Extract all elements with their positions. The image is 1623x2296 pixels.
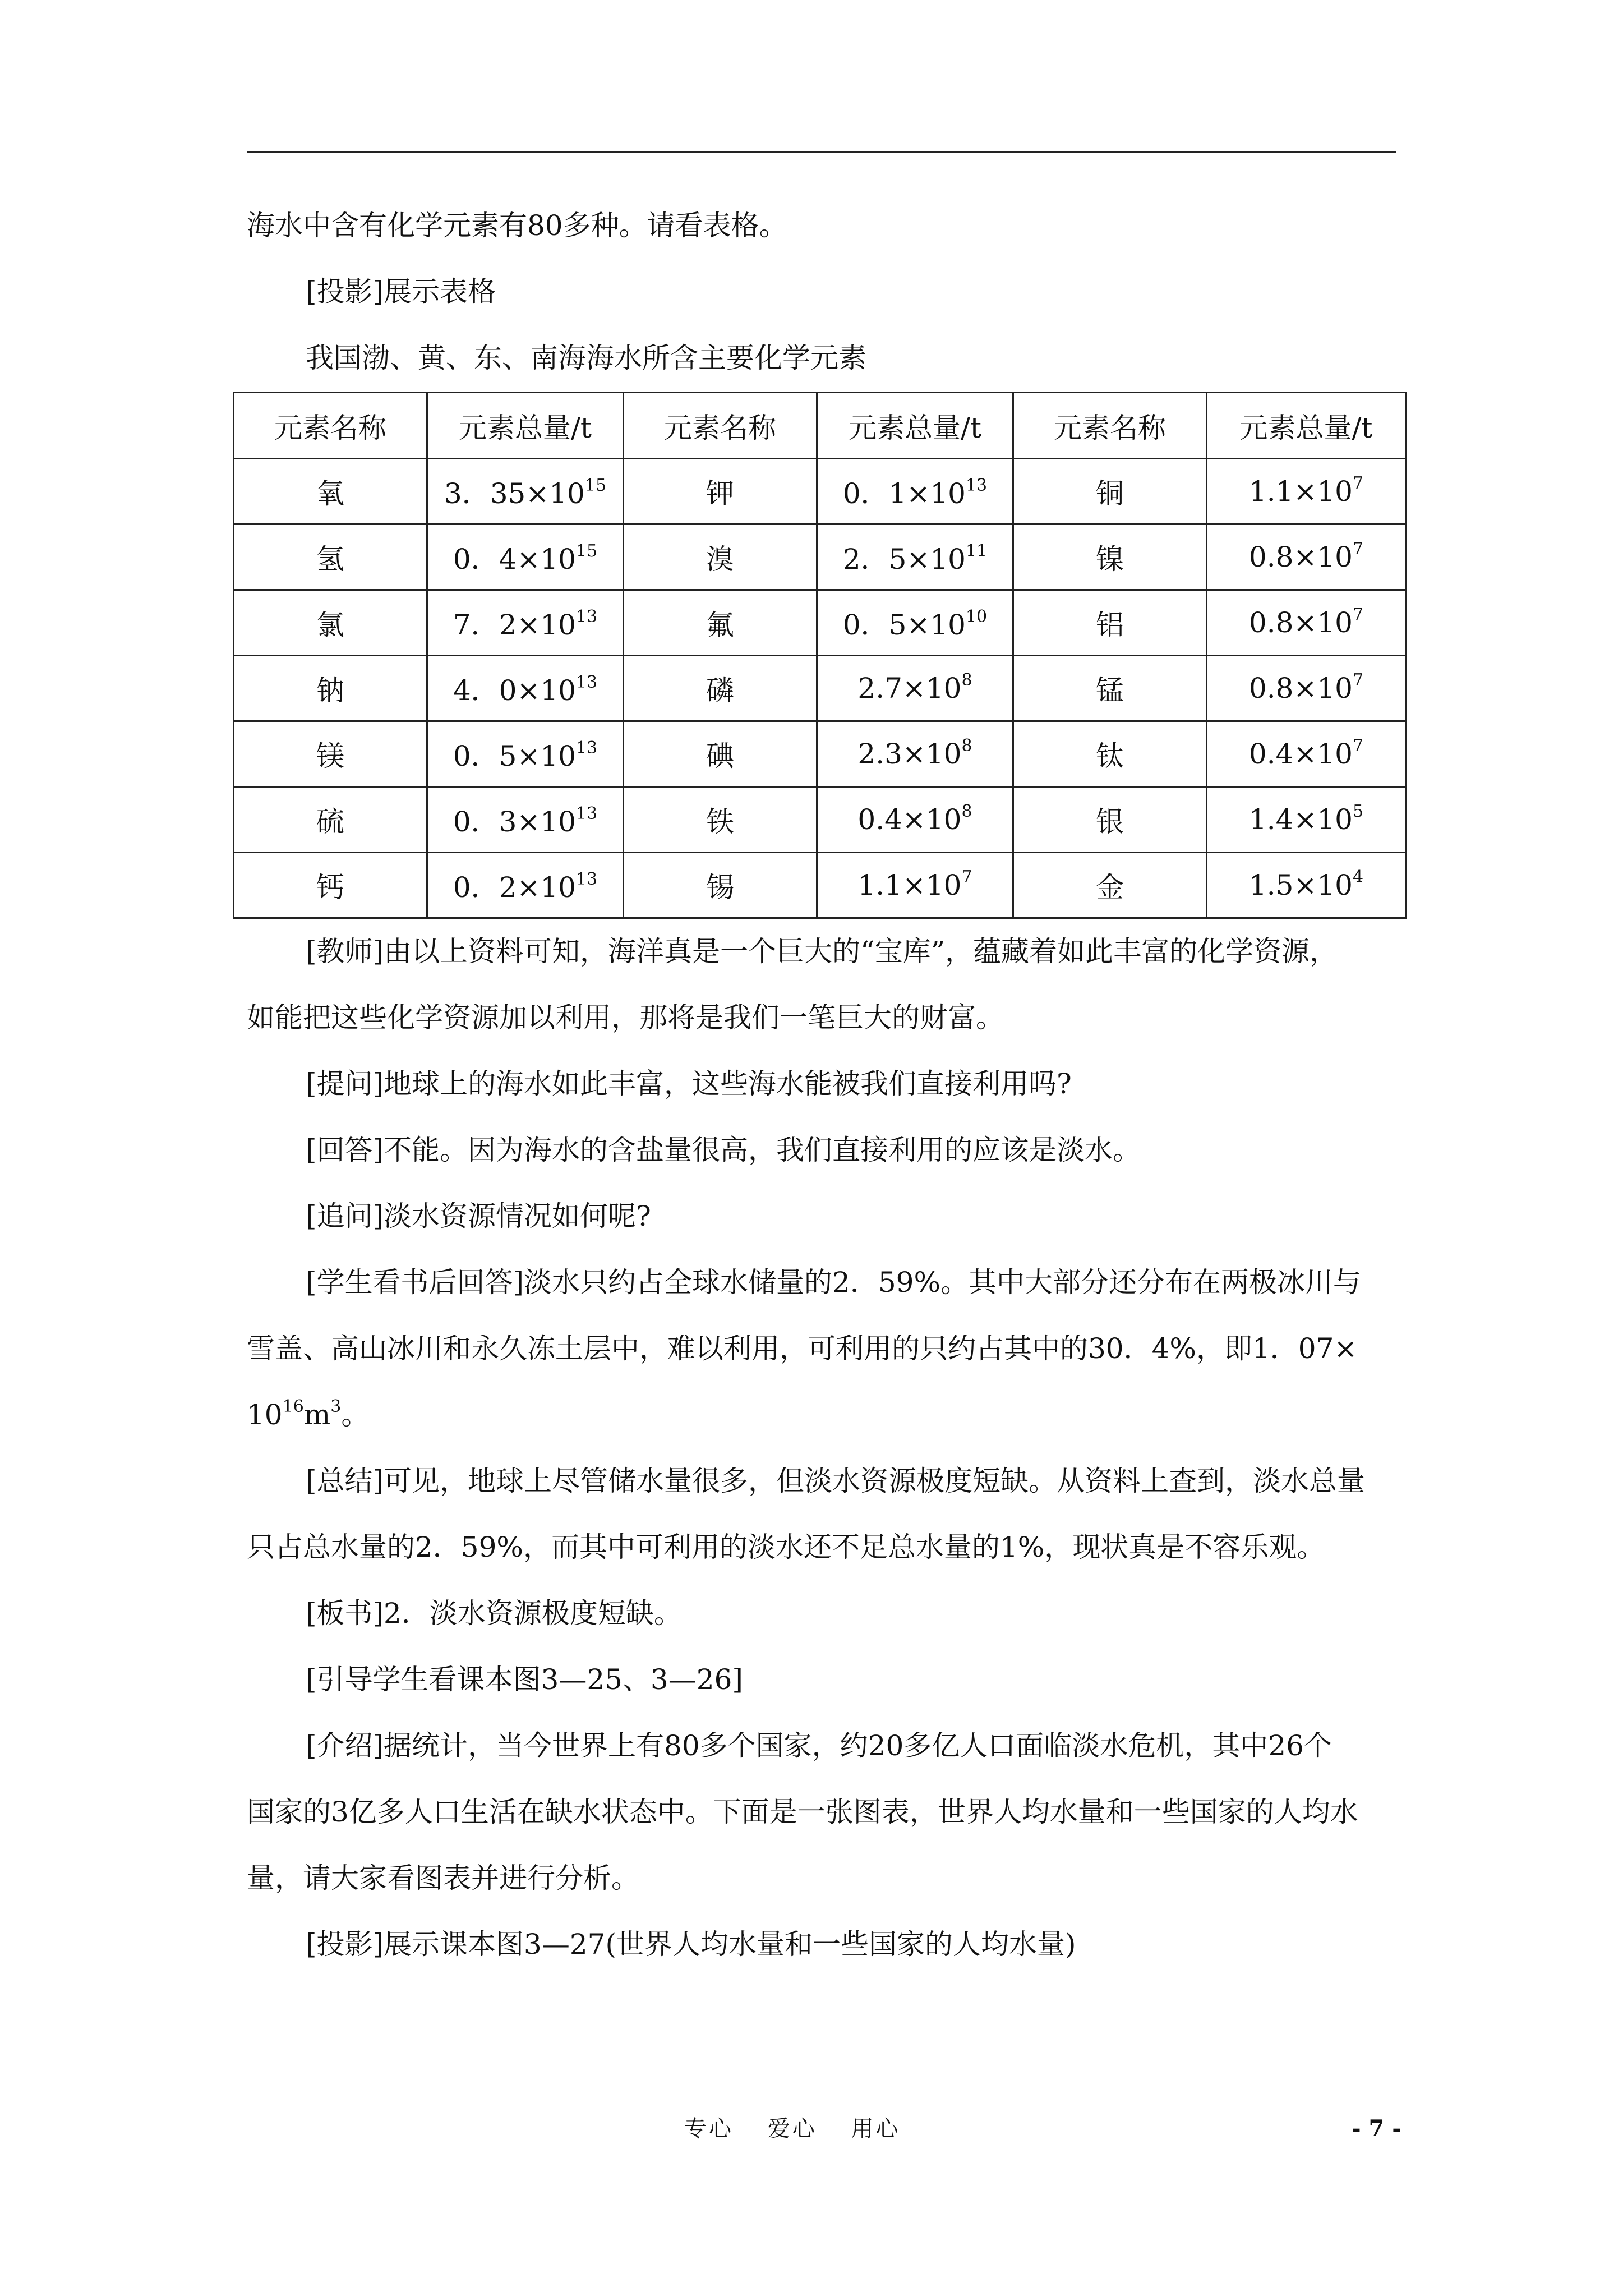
element-amount-cell [817,853,1013,918]
amount-exponent: 8 [961,670,972,690]
element-amount-cell [1207,656,1406,721]
element-name: 金 [1096,871,1124,904]
paragraph-answer: [回答]不能。因为海水的含盐量很高，我们直接利用的应该是淡水。 [306,1134,1141,1166]
element-name-cell [234,853,427,918]
element-name: 氟 [706,609,734,641]
paragraph-teacher-1: [教师]由以上资料可知，海洋真是一个巨大的“宝库”，蕴藏着如此丰富的化学资源， [306,935,1338,968]
amount-mantissa: 0．5×10 [842,609,966,641]
amount-mantissa: 0.8×10 [1248,672,1353,705]
element-amount-cell [427,853,624,918]
amount-exponent: 15 [575,541,598,561]
element-name-cell [234,590,427,656]
amount-exponent: 7 [1352,473,1364,493]
volume-exponent: 16 [282,1397,304,1416]
amount-mantissa: 0.4×10 [857,803,962,836]
element-name-cell [234,656,427,721]
table-row [234,656,1406,721]
element-name-cell [624,590,817,656]
paragraph-guide: [引导学生看课本图3—25、3—26] [306,1663,743,1696]
element-name: 氯 [316,609,344,641]
page-number: - 7 - [1352,2115,1401,2142]
amount-exponent: 7 [961,867,972,887]
element-amount-cell [427,590,624,656]
table-row [234,524,1406,590]
header-cell: 元素名称 [1013,393,1207,459]
element-name-cell [1013,524,1207,590]
amount-mantissa: 0．2×10 [453,871,576,904]
element-amount-cell [427,656,624,721]
amount-exponent: 13 [575,804,598,823]
amount-mantissa: 0.4×10 [1248,738,1353,770]
element-name: 硫 [316,806,344,838]
element-name-cell [624,853,817,918]
paragraph-teacher-2: 如能把这些化学资源加以利用，那将是我们一笔巨大的财富。 [247,1001,1004,1034]
element-name: 氢 [316,543,344,576]
amount-mantissa: 1.5×10 [1248,869,1353,901]
amount-exponent: 13 [575,607,598,627]
amount-exponent: 7 [1352,670,1364,690]
element-amount-cell [817,656,1013,721]
element-amount-cell [1207,459,1406,524]
header-cell: 元素总量/t [1207,393,1406,459]
paragraph-summary-2: 只占总水量的2．59%，而其中可利用的淡水还不足总水量的1%，现状真是不容乐观。 [247,1531,1325,1563]
volume-base: 10 [247,1398,283,1431]
element-name-cell [1013,590,1207,656]
elements-table [233,392,1407,919]
amount-exponent: 10 [965,607,988,627]
amount-mantissa: 2.7×10 [857,672,962,705]
paragraph-intro-stats-2: 国家的3亿多人口生活在缺水状态中。下面是一张图表，世界人均水量和一些国家的人均水 [247,1796,1358,1828]
header-cell: 元素名称 [624,393,817,459]
header-cell: 元素名称 [234,393,427,459]
element-name: 铜 [1096,477,1124,510]
table-row [234,721,1406,787]
amount-exponent: 4 [1352,867,1364,887]
element-name-cell [1013,656,1207,721]
element-amount-cell [817,721,1013,787]
table-row [234,459,1406,524]
paragraph-summary-1: [总结]可见，地球上尽管储水量很多，但淡水资源极度短缺。从资料上查到，淡水总量 [306,1465,1366,1497]
amount-exponent: 7 [1352,539,1364,559]
element-name-cell [624,524,817,590]
paragraph-intro-stats-3: 量，请大家看图表并进行分析。 [247,1862,639,1894]
element-amount-cell [1207,524,1406,590]
amount-exponent: 11 [965,541,988,561]
paragraph-student-3 [247,1398,369,1436]
element-amount-cell [817,524,1013,590]
element-amount-cell [817,459,1013,524]
element-name: 溴 [706,543,734,576]
header-cell: 元素总量/t [817,393,1013,459]
paragraph-intro-stats-1: [介绍]据统计，当今世界上有80多个国家，约20多亿人口面临淡水危机，其中26个 [306,1729,1332,1762]
amount-exponent: 7 [1352,736,1364,756]
volume-unit-exponent: 3 [330,1397,342,1416]
amount-mantissa: 4．0×10 [453,674,576,707]
element-name: 氧 [316,477,344,510]
element-amount-cell [427,459,624,524]
amount-mantissa: 0．4×10 [453,543,576,576]
element-name: 磷 [706,674,734,707]
amount-exponent: 8 [961,736,972,756]
element-name-cell [624,656,817,721]
element-name-cell [1013,787,1207,853]
table-header-row [234,393,1406,459]
element-name-cell [1013,721,1207,787]
paragraph-blackboard: [板书]2．淡水资源极度短缺。 [306,1597,682,1630]
amount-exponent: 7 [1352,605,1364,624]
amount-mantissa: 7．2×10 [453,609,576,641]
paragraph-intro: 海水中含有化学元素有80多种。请看表格。 [247,209,787,242]
element-name: 锰 [1096,674,1124,707]
element-name-cell [1013,459,1207,524]
element-name-cell [234,721,427,787]
paragraph-question: [提问]地球上的海水如此丰富，这些海水能被我们直接利用吗? [306,1068,1072,1100]
table-row [234,853,1406,918]
amount-mantissa: 0．5×10 [453,740,576,772]
element-name: 钾 [706,477,734,510]
amount-mantissa: 3．35×10 [444,477,585,510]
element-name: 锡 [706,871,734,904]
element-name-cell [624,787,817,853]
element-name-cell [624,721,817,787]
amount-mantissa: 0.8×10 [1248,541,1353,573]
element-name: 铁 [706,806,734,838]
element-amount-cell [1207,721,1406,787]
element-name: 钛 [1096,740,1124,772]
element-amount-cell [1207,853,1406,918]
element-name-cell [1013,853,1207,918]
amount-mantissa: 0．1×10 [842,477,966,510]
table-row [234,590,1406,656]
amount-mantissa: 0．3×10 [453,806,576,838]
element-name-cell [234,787,427,853]
header-rule [247,151,1396,153]
element-name: 钠 [316,674,344,707]
element-amount-cell [1207,787,1406,853]
element-name: 铝 [1096,609,1124,641]
paragraph-projection: [投影]展示表格 [306,275,496,308]
element-name-cell [624,459,817,524]
amount-mantissa: 1.1×10 [857,869,962,901]
element-name: 镁 [316,740,344,772]
header-cell: 元素总量/t [427,393,624,459]
element-name: 碘 [706,740,734,772]
paragraph-student-2: 雪盖、高山冰川和永久冻土层中，难以利用，可利用的只约占其中的30．4%，即1．07× [247,1332,1358,1365]
amount-mantissa: 1.4×10 [1248,803,1353,836]
element-name: 镍 [1096,543,1124,576]
amount-mantissa: 1.1×10 [1248,475,1353,508]
amount-exponent: 13 [575,738,598,758]
volume-unit: m [303,1398,331,1431]
volume-end: 。 [341,1398,370,1431]
element-amount-cell [427,721,624,787]
table-body [234,459,1406,918]
paragraph-student-1: [学生看书后回答]淡水只约占全球水储量的2．59%。其中大部分还分布在两极冰川与 [306,1266,1361,1299]
element-amount-cell [1207,590,1406,656]
amount-exponent: 13 [965,476,988,495]
table-row [234,787,1406,853]
footer-motto: 专心 爱心 用心 [684,2116,901,2142]
amount-mantissa: 0.8×10 [1248,606,1353,639]
paragraph-followup: [追问]淡水资源情况如何呢? [306,1200,651,1232]
amount-exponent: 13 [575,673,598,692]
element-amount-cell [817,590,1013,656]
element-name-cell [234,459,427,524]
element-name: 银 [1096,806,1124,838]
element-name-cell [234,524,427,590]
element-amount-cell [817,787,1013,853]
paragraph-projection-figure: [投影]展示课本图3—27(世界人均水量和一些国家的人均水量) [306,1928,1076,1961]
table-caption: 我国渤、黄、东、南海海水所含主要化学元素 [306,342,866,374]
amount-exponent: 15 [584,476,607,495]
amount-mantissa: 2.3×10 [857,738,962,770]
amount-exponent: 8 [961,802,972,821]
amount-exponent: 5 [1352,802,1364,821]
amount-mantissa: 2．5×10 [842,543,966,576]
element-amount-cell [427,787,624,853]
element-amount-cell [427,524,624,590]
amount-exponent: 13 [575,869,598,889]
element-name: 钙 [316,871,344,904]
